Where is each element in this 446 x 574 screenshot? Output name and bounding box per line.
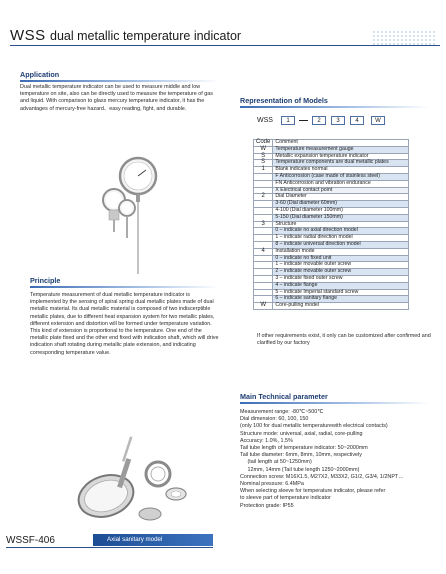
table-cell-comment: 2 – indicate movable outer screw [273, 269, 409, 276]
footer-caption-badge: Axial sanitary model [93, 534, 213, 546]
technical-parameter-line: Protection grade: IP55 [240, 502, 294, 509]
table-cell-code [254, 282, 273, 289]
technical-parameter-line: Tail tube length of temperature indicator: 50~2000mm [240, 445, 368, 452]
table-cell-comment: 4-100 (Dial diameter 100mm) [273, 207, 409, 214]
table-cell-code: 4 [254, 248, 273, 255]
table-cell-code: 2 [254, 194, 273, 201]
table-cell-code [254, 235, 273, 242]
table-header-comment: Comment [273, 140, 409, 147]
table-cell-comment: Dial Diameter [273, 194, 409, 201]
model-code-box-w: W [371, 116, 385, 125]
table-cell-comment: Blank indicates normal [273, 167, 409, 174]
technical-parameter-list [240, 409, 440, 510]
ferrule-icon [166, 488, 186, 500]
gauges-photo [88, 148, 188, 278]
table-cell-comment: Temperature components are dual metallic plates [273, 160, 409, 167]
table-cell-code: 3 [254, 221, 273, 228]
principle-heading: Principle [30, 276, 61, 285]
technical-parameter-line: Dial dimension: 60, 100, 150 [240, 416, 309, 423]
table-cell-comment: 5-150 (Dial diameter 150mm) [273, 214, 409, 221]
table-cell-code [254, 180, 273, 187]
table-row [254, 303, 409, 310]
table-cell-comment: 3-60 (Dial diameter 60mm) [273, 201, 409, 208]
table-cell-code: S [254, 160, 273, 167]
table-cell-comment: 6 – indicate sanitary flange [273, 296, 409, 303]
table-cell-code [254, 275, 273, 282]
table-cell-code: S [254, 153, 273, 160]
technical-parameter-line: Accuracy: 1.0%, 1.5% [240, 437, 293, 444]
table-cell-code [254, 255, 273, 262]
table-cell-code [254, 173, 273, 180]
principle-underline [30, 286, 220, 288]
table-cell-comment: 4 – indicate flange [273, 282, 409, 289]
gauge-small-icon [119, 200, 135, 238]
table-cell-comment: Installation mode [273, 248, 409, 255]
dial-gauge-icon [73, 436, 139, 523]
models-underline [240, 106, 430, 108]
table-cell-comment: 0 – indicate no axial direction model [273, 228, 409, 235]
application-text: Dual metallic temperature indicator can be used to measure middle and low temperature on site, also can be directly used to measure the temperature of gas and liquid. With comparison to glass mercury temperature indicator, it has the advantages of mercury-free hazard、easy reading, fight, and durable. [20, 84, 213, 112]
technical-heading: Main Technical parameter [240, 392, 328, 401]
technical-parameter-line: Nominal pressure: 6.4MPa [240, 481, 304, 488]
model-code-box-1: 1 [281, 116, 295, 125]
technical-parameter-line: Tail tube diameter: 6mm, 8mm, 10mm, respectively [240, 452, 362, 459]
table-cell-code [254, 269, 273, 276]
table-cell-comment: F Anticorrosion (case made of stainless steel) [273, 173, 409, 180]
application-underline [20, 80, 220, 82]
technical-parameter-line: Measurement range: -80℃~500℃ [240, 409, 324, 415]
models-note: If other requirements exist, it only can be customized after confirmed and clarified by our factory [257, 333, 431, 347]
table-cell-code [254, 289, 273, 296]
table-cell-comment: 0 – indicate no fixed unit [273, 255, 409, 262]
table-cell-code: 1 [254, 167, 273, 174]
title-model-prefix: WSS [10, 27, 46, 44]
technical-parameter-line: Structure mode: universal, axial, radial, core-pulling [240, 430, 363, 437]
title-bar [6, 26, 440, 46]
model-code-dash [299, 120, 308, 121]
table-cell-code [254, 262, 273, 269]
technical-parameter-line: When selecting sleeve for temperature indicator, please refer [240, 488, 386, 495]
table-cell-code: W [254, 303, 273, 310]
model-code-box-4: 4 [350, 116, 364, 125]
technical-parameter-line: (only 100 for dual metallic temperaturewith electrical contacts) [240, 423, 388, 430]
clamp-icon [146, 462, 170, 486]
table-cell-comment: 1 – indicate radial direction model [273, 235, 409, 242]
principle-text: Temperature measurement of dual metallic temperature indicator is implemented by the sensing of spiral spring dual metallic plates made of dual metallic material. Its dual metallic material is composed of two indiscerptible metallic plates, due to different heat expansion system for two metallic plates, different extension and distortion will be formed under temperature variation. This kind of extension is proportional to the temperature. One end of the metallic plate fixed and the other end fixed with indication shaft, which will drive indication shaft rotating during metallic plate extension, and indicating corresponding temperature value. [30, 292, 219, 356]
application-heading: Application [20, 70, 60, 79]
technical-underline [240, 402, 430, 404]
table-cell-comment: FN Anticorrosion and vibration endurance [273, 180, 409, 187]
table-cell-code [254, 207, 273, 214]
table-cell-comment: 3 – indicate fixed outer screw [273, 275, 409, 282]
technical-parameter-line: 12mm, 14mm (Tail tube length 1250~2000mm) [240, 466, 360, 473]
table-cell-comment: Metallic expansion temperature indicator [273, 153, 409, 160]
technical-parameter-line: to sleeve part of temperature indicator [240, 495, 331, 502]
table-cell-code [254, 201, 273, 208]
page-title: dual metallic temperature indicator [50, 29, 242, 43]
model-code-box-3: 3 [331, 116, 345, 125]
table-cell-comment: Structure [273, 221, 409, 228]
model-code-box-2: 2 [312, 116, 326, 125]
table-header-code: Code [254, 140, 273, 147]
decorative-dot-grid [372, 30, 436, 46]
table-cell-comment: X Electrical contact point [273, 187, 409, 194]
footer-divider [6, 547, 213, 548]
table-cell-comment: 5 – indicate Imperial standard screw [273, 289, 409, 296]
table-cell-code: W [254, 146, 273, 153]
models-heading: Representation of Models [240, 96, 328, 105]
table-cell-comment: 8 – indicate universal direction model [273, 241, 409, 248]
sanitary-model-photo [70, 432, 210, 532]
title-divider [10, 45, 440, 46]
table-cell-comment: 1 – indicate movable outer screw [273, 262, 409, 269]
model-code-prefix: WSS [257, 117, 273, 124]
footer-model-number: WSSF-406 [6, 535, 55, 546]
model-code-table [253, 139, 409, 310]
technical-parameter-line: Connection screw: M16X1.5, M27X2, M33X2, G1/2, G3/4, 1/2NPT… [240, 473, 404, 480]
gasket-icon [139, 508, 161, 520]
table-cell-comment: Temperature measurement gauge [273, 146, 409, 153]
table-cell-code [254, 228, 273, 235]
technical-parameter-line: (tail length at 50~1250mm) [240, 459, 312, 466]
table-cell-comment: Core-pulling model [273, 303, 409, 310]
table-row [254, 282, 409, 289]
